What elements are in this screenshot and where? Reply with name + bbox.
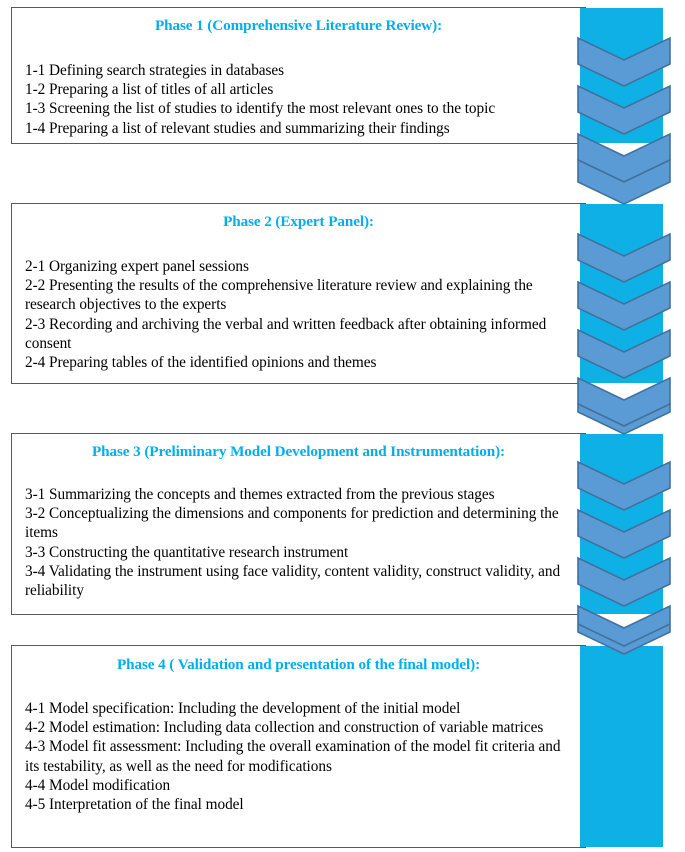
chevron-3 <box>578 134 670 182</box>
phase-3-item-3: 3-3 Constructing the quantitative research instrument <box>25 543 349 561</box>
phase-1-item-1: 1-1 Defining search strategies in databases <box>25 61 285 79</box>
chevron-10 <box>578 558 670 606</box>
phase-1-item-4: 1-4 Preparing a list of relevant studies and summarizing their findings <box>25 119 450 137</box>
chevron-9 <box>578 510 670 558</box>
phase-1-item-2: 1-2 Preparing a list of titles of all articles <box>25 81 274 99</box>
chevron-6 <box>578 330 670 378</box>
phase-3-item-list <box>25 485 583 600</box>
phase-4-title: Phase 4 ( Validation and presentation of the final model): <box>116 656 481 673</box>
arrow-cyan-bars <box>580 8 663 847</box>
phase-4-item-1: 4-1 Model specification: Including the development of the initial model <box>25 699 461 717</box>
arrow-cyan-bar-phase-3 <box>580 434 663 614</box>
phase-3-title: Phase 3 (Preliminary Model Development and Instrumentation): <box>91 443 506 460</box>
phase-box-3 <box>11 433 586 615</box>
arrow-chevron-stack <box>578 38 670 654</box>
chevron-7 <box>578 378 670 426</box>
phase-2-item-4: 2-4 Preparing tables of the identified opinions and themes <box>25 353 377 371</box>
phase-2-item-1: 2-1 Organizing expert panel sessions <box>25 257 249 275</box>
chevron-2 <box>578 86 670 134</box>
phase-box-1 <box>11 7 586 144</box>
phase-3-item-1: 3-1 Summarizing the concepts and themes extracted from the previous stages <box>25 485 495 503</box>
chevron-5 <box>578 282 670 330</box>
phase-box-2 <box>11 203 586 384</box>
chevron-1 <box>578 38 670 86</box>
phase-box-4 <box>11 645 586 848</box>
phase-4-item-2: 4-2 Model estimation: Including data collection and construction of variable matrices <box>25 719 544 737</box>
chevron-4 <box>578 234 670 282</box>
chevron-11 <box>578 606 670 654</box>
phase-2-title: Phase 2 (Expert Panel): <box>223 213 374 230</box>
arrow-cyan-bar-phase-2 <box>580 204 663 383</box>
phase-4-item-4: 4-4 Model modification <box>25 776 171 794</box>
phase-4-item-5: 4-5 Interpretation of the final model <box>25 795 244 813</box>
arrow-cyan-bar-phase-1 <box>580 8 663 143</box>
phase-2-item-2: 2-2 Presenting the results of the comprehensive literature review and explaining the research objectives to the experts <box>25 277 533 314</box>
chevron-8 <box>578 462 670 510</box>
phase-1-title: Phase 1 (Comprehensive Literature Review): <box>154 17 443 34</box>
phase-2-item-3: 2-3 Recording and archiving the verbal and written feedback after obtaining informed consent <box>25 315 547 352</box>
phase-1-item-list <box>25 61 581 138</box>
phase-4-item-list <box>25 699 570 814</box>
chevron-arrow-into-phase-2 <box>578 160 670 204</box>
phase-2-item-list <box>25 257 577 372</box>
chevron-arrow-into-phase-4 <box>578 624 670 646</box>
phase-3-item-4: 3-4 Validating the instrument using face validity, content validity, construct validity, and reliability <box>25 562 561 599</box>
phase-4-item-3: 4-3 Model fit assessment: Including the overall examination of the model fit criteria and its testability, as well as the need for modifications <box>25 738 561 775</box>
phase-3-item-2: 3-2 Conceptualizing the dimensions and components for prediction and determining the items <box>25 505 559 542</box>
chevron-arrow-into-phase-3 <box>578 404 670 434</box>
phase-1-item-3: 1-3 Screening the list of studies to identify the most relevant ones to the topic <box>25 100 496 118</box>
arrow-cyan-bar-phase-4 <box>580 646 663 847</box>
